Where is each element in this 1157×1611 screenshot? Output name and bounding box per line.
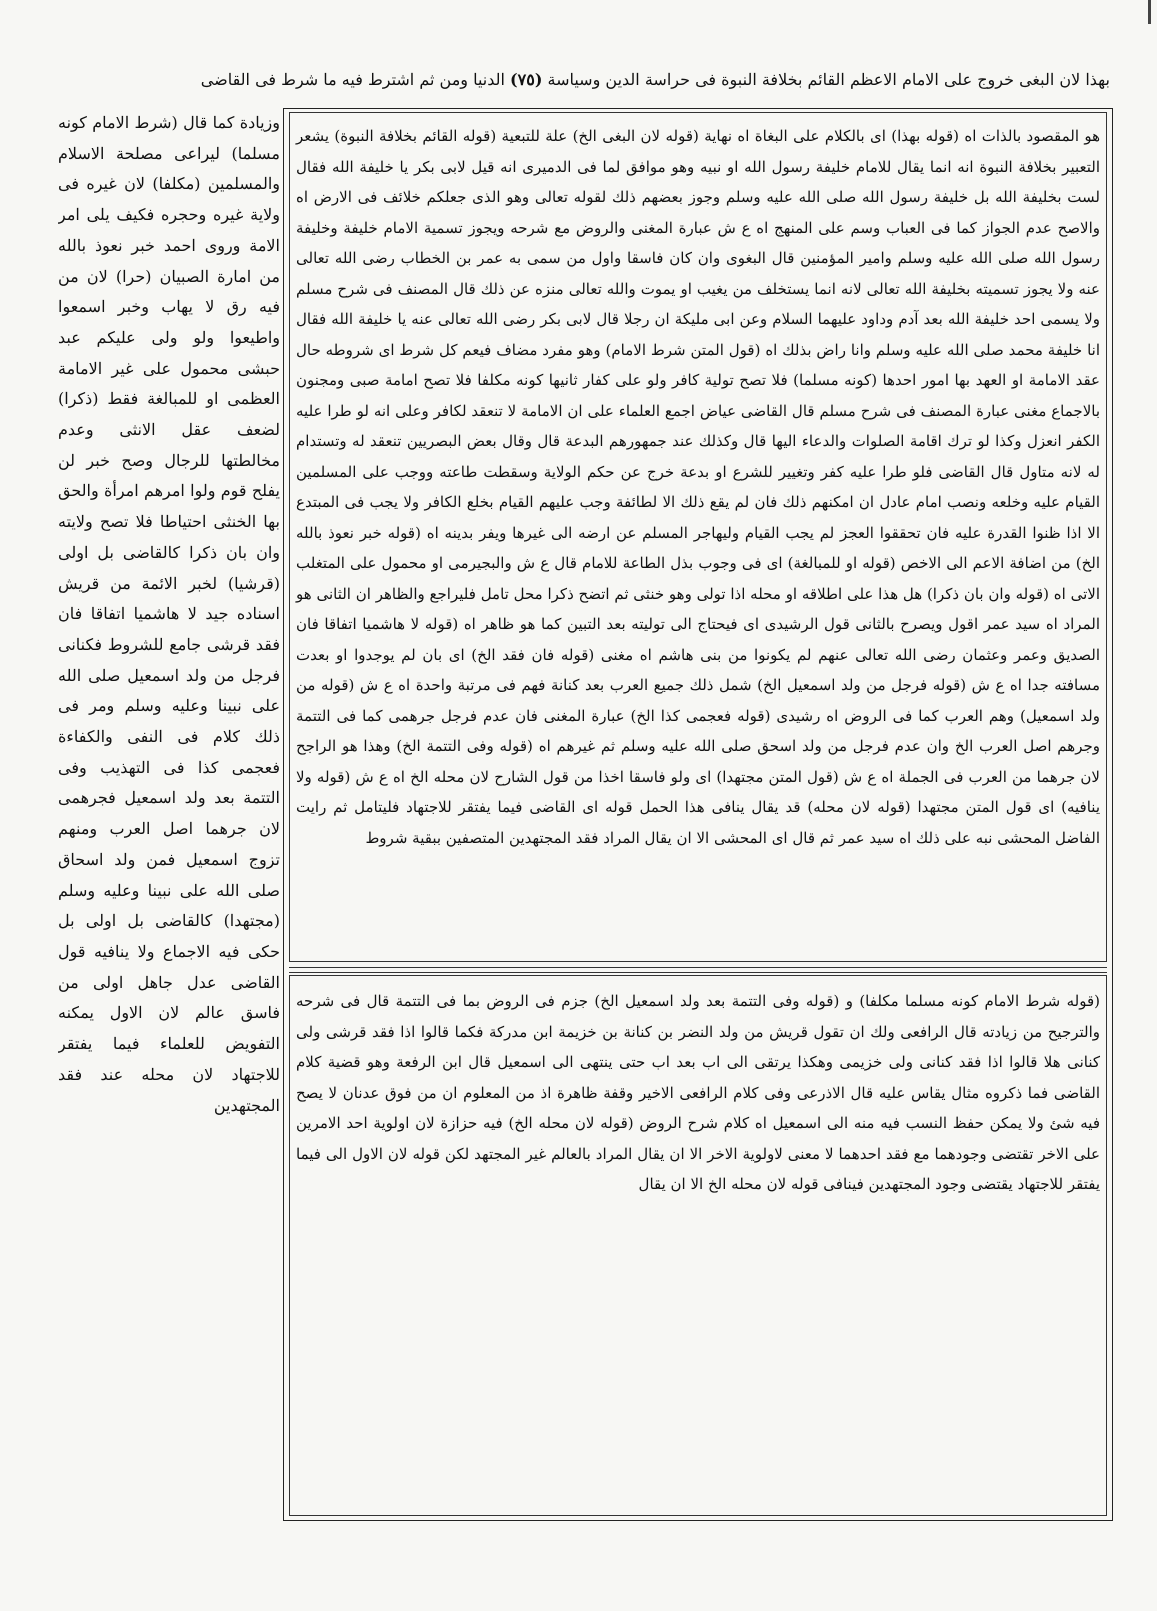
upper-commentary: هو المقصود بالذات اه (قوله بهذا) اى بالكلام على البغاة اه نهاية (قوله لان البغى الخ) علة للتبعية (قوله القائم بخلافة النبوة) يشعر التعبير بخلافة النبوة انه انما يقال للامام خليفة رسول الله او نبيه وهو موافق لما فى الدميرى انه قيل لابى بكر يا خليفة الله فقال لست بخليفة الله بل خليفة رسول الله صلى الله عليه وسلم وجوز بعضهم ذلك لقوله تعالى وهو الذى جعلكم خلائف فى الارض اه والاصح عدم الجواز كما فى العباب وسم على المنهج اه ع ش عبارة المغنى والروض مع شرحه ويجوز تسمية الامام خليفة وخليفة رسول الله صلى الله عليه وسلم وامير المؤمنين قال البغوى وان كان فاسقا واول من سمى به عمر بن الخطاب رضى الله تعالى عنه ولا يجوز تسميته بخليفة الله تعالى لانه انما يستخلف من يغيب او يموت والله تعالى منزه عن ذلك قال المصنف فى شرح مسلم ولا يسمى احد خليفة الله بعد آدم وداود عليهما السلام وعن ابى مليكة ان رجلا قال لابى بكر رضى الله تعالى عنه يا خليفة الله فقال انا خليفة محمد صلى الله عليه وسلم وانا راض بذلك اه (قول المتن شرط الامام) وهو مفرد مضاف فيعم كل شرط اى شروطه حال عقد الامامة او العهد بها امور احدها (كونه مسلما) فلا تصح تولية كافر ولو على كفار ثانيها كونه مكلفا فلا تصح امامة صبى ومجنون بالاجماع مغنى عبارة المصنف فى شرح مسلم قال القاضى عياض اجمع العلماء على ان الامامة لا تنعقد لكافر وعلى انه لو طرا عليه الكفر انعزل وكذا لو ترك اقامة الصلوات والدعاء اليها قال وكذلك عند جمهورهم البدعة قال وقال بعض البصريين تنعقد له وتستدام له لانه متاول قال القاضى فلو طرا عليه كفر وتغيير للشرع او بدعة خرج عن حكم الولاية وسقطت طاعته ووجب على المسلمين القيام عليه وخلعه ونصب امام عادل ان امكنهم ذلك فان لم يقع ذلك الا لطائفة وجب عليهم القيام بخلع الكافر ولا يجب فى المبتدع الا اذا ظنوا القدرة عليه فان تحققوا العجز لم يجب القيام وليهاجر المسلم عن ارضه الى غيرها ويفر بدينه اه (قوله خبر نعوذ بالله الخ) من اضافة الاعم الى الاخص (قوله او للمبالغة) اى فى وجوب بذل الطاعة للامام قال ع ش والبجيرمى او محمول على المتغلب الاتى اه (قوله وان بان ذكرا) هل هذا على اطلاقه او محله اذا تولى وهو خنثى ثم اتضح ذكرا محل تامل فليراجع والظاهر ان الثانى هو المراد اه سيد عمر اقول ويصرح بالثانى قول الرشيدى اى فيحتاج الى توليته بعد التبين كما هو ظاهر اه (قوله لا هاشميا اتفاقا فان الصديق وعمر وعثمان رضى الله تعالى عنهم لم يكونوا من بنى هاشم اه مغنى (قوله فان فقد الخ) اى بان لم يوجدوا او بعدت مسافته جدا اه ع ش (قوله فرجل من ولد اسمعيل الخ) شمل ذلك جميع العرب بعد كنانة فهم فى مرتبة واحدة اه ع ش (قوله من ولد اسمعيل) وهم العرب كما فى الروض اه رشيدى (قوله فعجمى كذا الخ) عبارة المغنى فان عدم فرجل جرهمى كما فى التتمة وجرهم اصل العرب الخ وان عدم فرجل من ولد اسحق صلى الله عليه وسلم ثم غيرهم اه (قوله وفى التتمة الخ) وهذا هو الراجح لان جرهما من العرب فى الجملة اه ع ش (قول المتن مجتهدا) اى ولو فاسقا اخذا من قول الشارح لان محله الخ اه ع ش (قوله ولا ينافيه) اى قول المتن مجتهدا (قوله لان محله) قد يقال ينافى هذا الحمل قوله اى القاضى فيما يفتقر للاجتهاد فليتامل ثم رايت الفاضل المحشى نبه على ذلك اه سيد عمر ثم قال اى المحشى الا ان يقال المراد فقد المجتهدين المتصفين ببقية شروط xyxy=(289,112,1107,962)
page-header xyxy=(60,60,1110,100)
header-right-text: بهذا لان البغى خروج على الامام الاعظم القائم بخلافة النبوة فى حراسة الدين وسياسة xyxy=(547,70,1110,89)
page-number: (٧٥) xyxy=(510,70,543,89)
main-text-column: وزيادة كما قال (شرط الامام كونه مسلما) ليراعى مصلحة الاسلام والمسلمين (مكلفا) لان غيره فى ولاية غيره وحجره فكيف يلى امر الامة وروى احمد خبر نعوذ بالله من امارة الصبيان (حرا) لان من فيه رق لا يهاب وخبر اسمعوا واطيعوا ولو ولى عليكم عبد حبشى محمول على غير الامامة العظمى او للمبالغة فقط (ذكرا) لضعف عقل الانثى وعدم مخالطتها للرجال وصح خبر لن يفلح قوم ولوا امرهم امرأة والحق بها الخنثى احتياطا فلا تصح ولايته وان بان ذكرا كالقاضى بل اولى (قرشيا) لخبر الائمة من قريش اسناده جيد لا هاشميا اتفاقا فان فقد قرشى جامع للشروط فكنانى فرجل من ولد اسمعيل صلى الله على نبينا وعليه وسلم ومر فى ذلك كلام فى النفى والكفاءة فعجمى كذا فى التهذيب وفى التتمة بعد ولد اسمعيل فجرهمى لان جرهما اصل العرب ومنهم تزوج اسمعيل فمن ولد اسحاق صلى الله على نبينا وعليه وسلم (مجتهدا) كالقاضى بل اولى بل حكى فيه الاجماع ولا ينافيه قول القاضى عدل جاهل اولى من فاسق عالم لان الاول يمكنه التفويض للعلماء فيما يفتقر للاجتهاد لان محله عند فقد المجتهدين xyxy=(58,113,280,1115)
header-left-text: الدنيا ومن ثم اشترط فيه ما شرط فى القاضى xyxy=(200,70,505,89)
lower-commentary: (قوله شرط الامام كونه مسلما مكلفا) و (قوله وفى التتمة بعد ولد اسمعيل الخ) جزم فى الروض بما فى التتمة قال فى شرحه والترجيح من زيادته قال الرافعى ولك ان تقول قريش من ولد النضر بن كنانة بن خزيمة ابن مدركة فكما قالوا اذا فقد قرشى ولى كنانى هلا قالوا اذا فقد كنانى ولى خزيمى وهكذا يرتقى الى اب بعد اب حتى ينتهى الى اسمعيل قال ابن الرفعة وهو قضية كلام القاضى فما ذكروه مثال يقاس عليه قال الاذرعى وفى كلام الرافعى الاخير وقفة ظاهرة اذ من المعلوم ان من فوق عدنان لا يصح فيه شئ ولا يمكن حفظ النسب فيه منه الى اسمعيل اه كلام شرح الروض (قوله لان محله الخ) فيه حزازة لان اولوية احد الامرين على الاخر تقتضى وجودهما مع فقد احدهما لا معنى لاولوية الاخر الا ان يقال المراد بالعالم غير المجتهد لكن قوله لان الاول الى فيما يفتقر للاجتهاد يقتضى وجود المجتهدين فينافى قوله لان محله الخ الا ان يقال xyxy=(289,975,1107,1516)
commentary-divider xyxy=(289,967,1107,973)
commentary-frame xyxy=(283,108,1113,1521)
scan-edge-mark xyxy=(1148,0,1151,24)
